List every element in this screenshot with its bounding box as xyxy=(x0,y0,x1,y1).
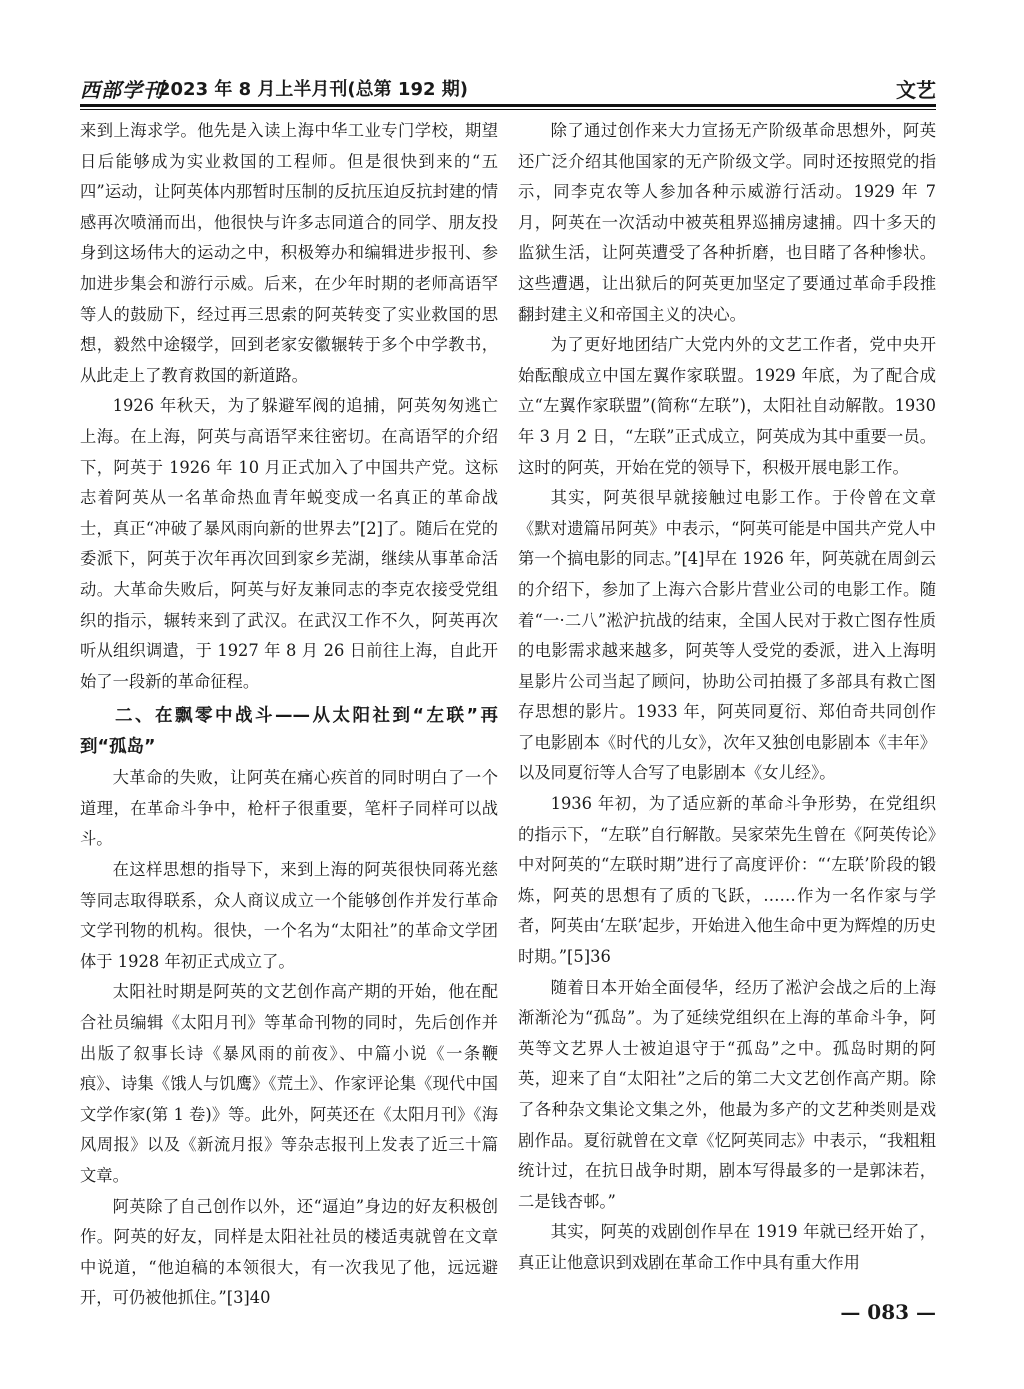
paragraph: 太阳社时期是阿英的文艺创作高产期的开始，他在配合社员编辑《太阳月刊》等革命刊物的同时，先后创作并出版了叙事长诗《暴风雨的前夜》、中篇小说《一条鞭痕》、诗集《饿人与饥鹰》《荒土》、作家评论集《现代中国文学作家(第 1 卷)》等。此外，阿英还在《太阳月刊》《海风周报》以及《新流月报》等杂志报刊上发表了近三十篇文章。 xyxy=(80,982,498,1185)
paragraph: 来到上海求学。他先是入读上海中华工业专门学校，期望日后能够成为实业救国的工程师。但是很快到来的“五四”运动，让阿英体内那暂时压制的反抗压迫反抗封建的情感再次喷涌而出，他很快与许多志同道合的同学、朋友投身到这场伟大的运动之中，积极筹办和编辑进步报刊、参加进步集会和游行示威。后来，在少年时期的老师高语罕等人的鼓励下，经过再三思索的阿英转变了实业救国的思想，毅然中途辍学，回到老家安徽辗转于多个中学教书，从此走上了教育救国的新道路。 xyxy=(80,121,498,385)
paragraph: 1926 年秋天，为了躲避军阀的追捕，阿英匆匆逃亡上海。在上海，阿英与高语罕来往密切。在高语罕的介绍下，阿英于 1926 年 10 月正式加入了中国共产党。这标志着阿英从一名革命热血青年蜕变成一名真正的革命战士，真正“冲破了暴风雨向新的世界去”[2]了。随后在党的委派下，阿英于次年再次回到家乡芜湖，继续从事革命活动。大革命失败后，阿英与好友兼同志的李克农接受党组织的指示，辗转来到了武汉。在武汉工作不久，阿英再次听从组织调遣，于 1927 年 8 月 26 日前往上海，自此开始了一段新的革命征程。 xyxy=(80,396,498,691)
paragraph: 1936 年初，为了适应新的革命斗争形势，在党组织的指示下，“左联”自行解散。吴家荣先生曾在《阿英传论》中对阿英的“左联时期”进行了高度评价：“‘左联’阶段的锻炼，阿英的思想有了质的飞跃，……作为一名作家与学者，阿英由‘左联’起步，开始进入他生命中更为辉煌的历史时期。”[5]36 xyxy=(518,794,936,967)
issue-info: 2023 年 8 月上半月刊(总第 192 期) xyxy=(158,79,468,100)
paragraph: 在这样思想的指导下，来到上海的阿英很快同蒋光慈等同志取得联系，众人商议成立一个能够创作并发行革命文学刊物的机构。很快，一个名为“太阳社”的革命文学团体于 1928 年初正式成立了。 xyxy=(80,860,498,971)
paragraph: 随着日本开始全面侵华，经历了淞沪会战之后的上海渐渐沦为“孤岛”。为了延续党组织在上海的革命斗争，阿英等文艺界人士被迫退守于“孤岛”之中。孤岛时期的阿英，迎来了自“太阳社”之后的第二大文艺创作高产期。除了各种杂文集论文集之外，他最为多产的文艺种类则是戏剧作品。夏衍就曾在文章《忆阿英同志》中表示，“我粗粗统计过，在抗日战争时期，剧本写得最多的一是郭沫若，二是钱杏邨。” xyxy=(518,977,936,1211)
journal-logo: 西部学刊 xyxy=(80,78,164,102)
page-number: — 083 — xyxy=(840,1300,936,1324)
header-rule-thick xyxy=(80,104,936,107)
header-rule-thin xyxy=(80,109,936,110)
paragraph: 除了通过创作来大力宣扬无产阶级革命思想外，阿英还广泛介绍其他国家的无产阶级文学。同时还按照党的指示，同李克农等人参加各种示威游行活动。1929 年 7 月，阿英在一次活动中被英租界巡捕房逮捕。四十多天的监狱生活，让阿英遭受了各种折磨，也目睹了各种惨状。这些遭遇，让出狱后的阿英更加坚定了要通过革命手段推翻封建主义和帝国主义的决心。 xyxy=(518,121,936,324)
paragraph: 其实，阿英的戏剧创作早在 1919 年就已经开始了，真正让他意识到戏剧在革命工作中具有重大作用 xyxy=(518,1222,936,1272)
paragraph: 阿英除了自己创作以外，还“逼迫”身边的好友积极创作。阿英的好友，同样是太阳社社员的楼适夷就曾在文章中说道，“他迫稿的本领很大，有一次我见了他，远远避开，可仍被他抓住。”[3]40 xyxy=(80,1196,498,1308)
page-header xyxy=(80,68,936,104)
section-heading: 二、在飘零中战斗——从太阳社到“左联”再到“孤岛” xyxy=(80,706,498,758)
paragraph: 大革命的失败，让阿英在痛心疾首的同时明白了一个道理，在革命斗争中，枪杆子很重要，笔杆子同样可以战斗。 xyxy=(80,768,498,849)
paragraph: 其实，阿英很早就接触过电影工作。于伶曾在文章《默对遗篇吊阿英》中表示，“阿英可能是中国共产党人中第一个搞电影的同志。”[4]早在 1926 年，阿英就在周剑云的介绍下，参加了上海六合影片营业公司的电影工作。随着“一·二八”淞沪抗战的结束，全国人民对于救亡图存性质的电影需求越来越多，阿英等人受党的委派，进入上海明星影片公司当起了顾问，协助公司拍摄了多部具有救亡图存思想的影片。1933 年，阿英同夏衍、郑伯奇共同创作了电影剧本《时代的儿女》，次年又独创电影剧本《丰年》以及同夏衍等人合写了电影剧本《女儿经》。 xyxy=(518,488,936,783)
paragraph: 为了更好地团结广大党内外的文艺工作者，党中央开始酝酿成立中国左翼作家联盟。1929 年底，为了配合成立“左翼作家联盟”(简称“左联”)，太阳社自动解散。1930 年 3 月 2 日，“左联”正式成立，阿英成为其中重要一员。这时的阿英，开始在党的领导下，积极开展电影工作。 xyxy=(518,335,936,477)
right-column xyxy=(518,116,936,1279)
section-label: 文艺 xyxy=(896,78,936,102)
left-column xyxy=(80,116,498,1314)
